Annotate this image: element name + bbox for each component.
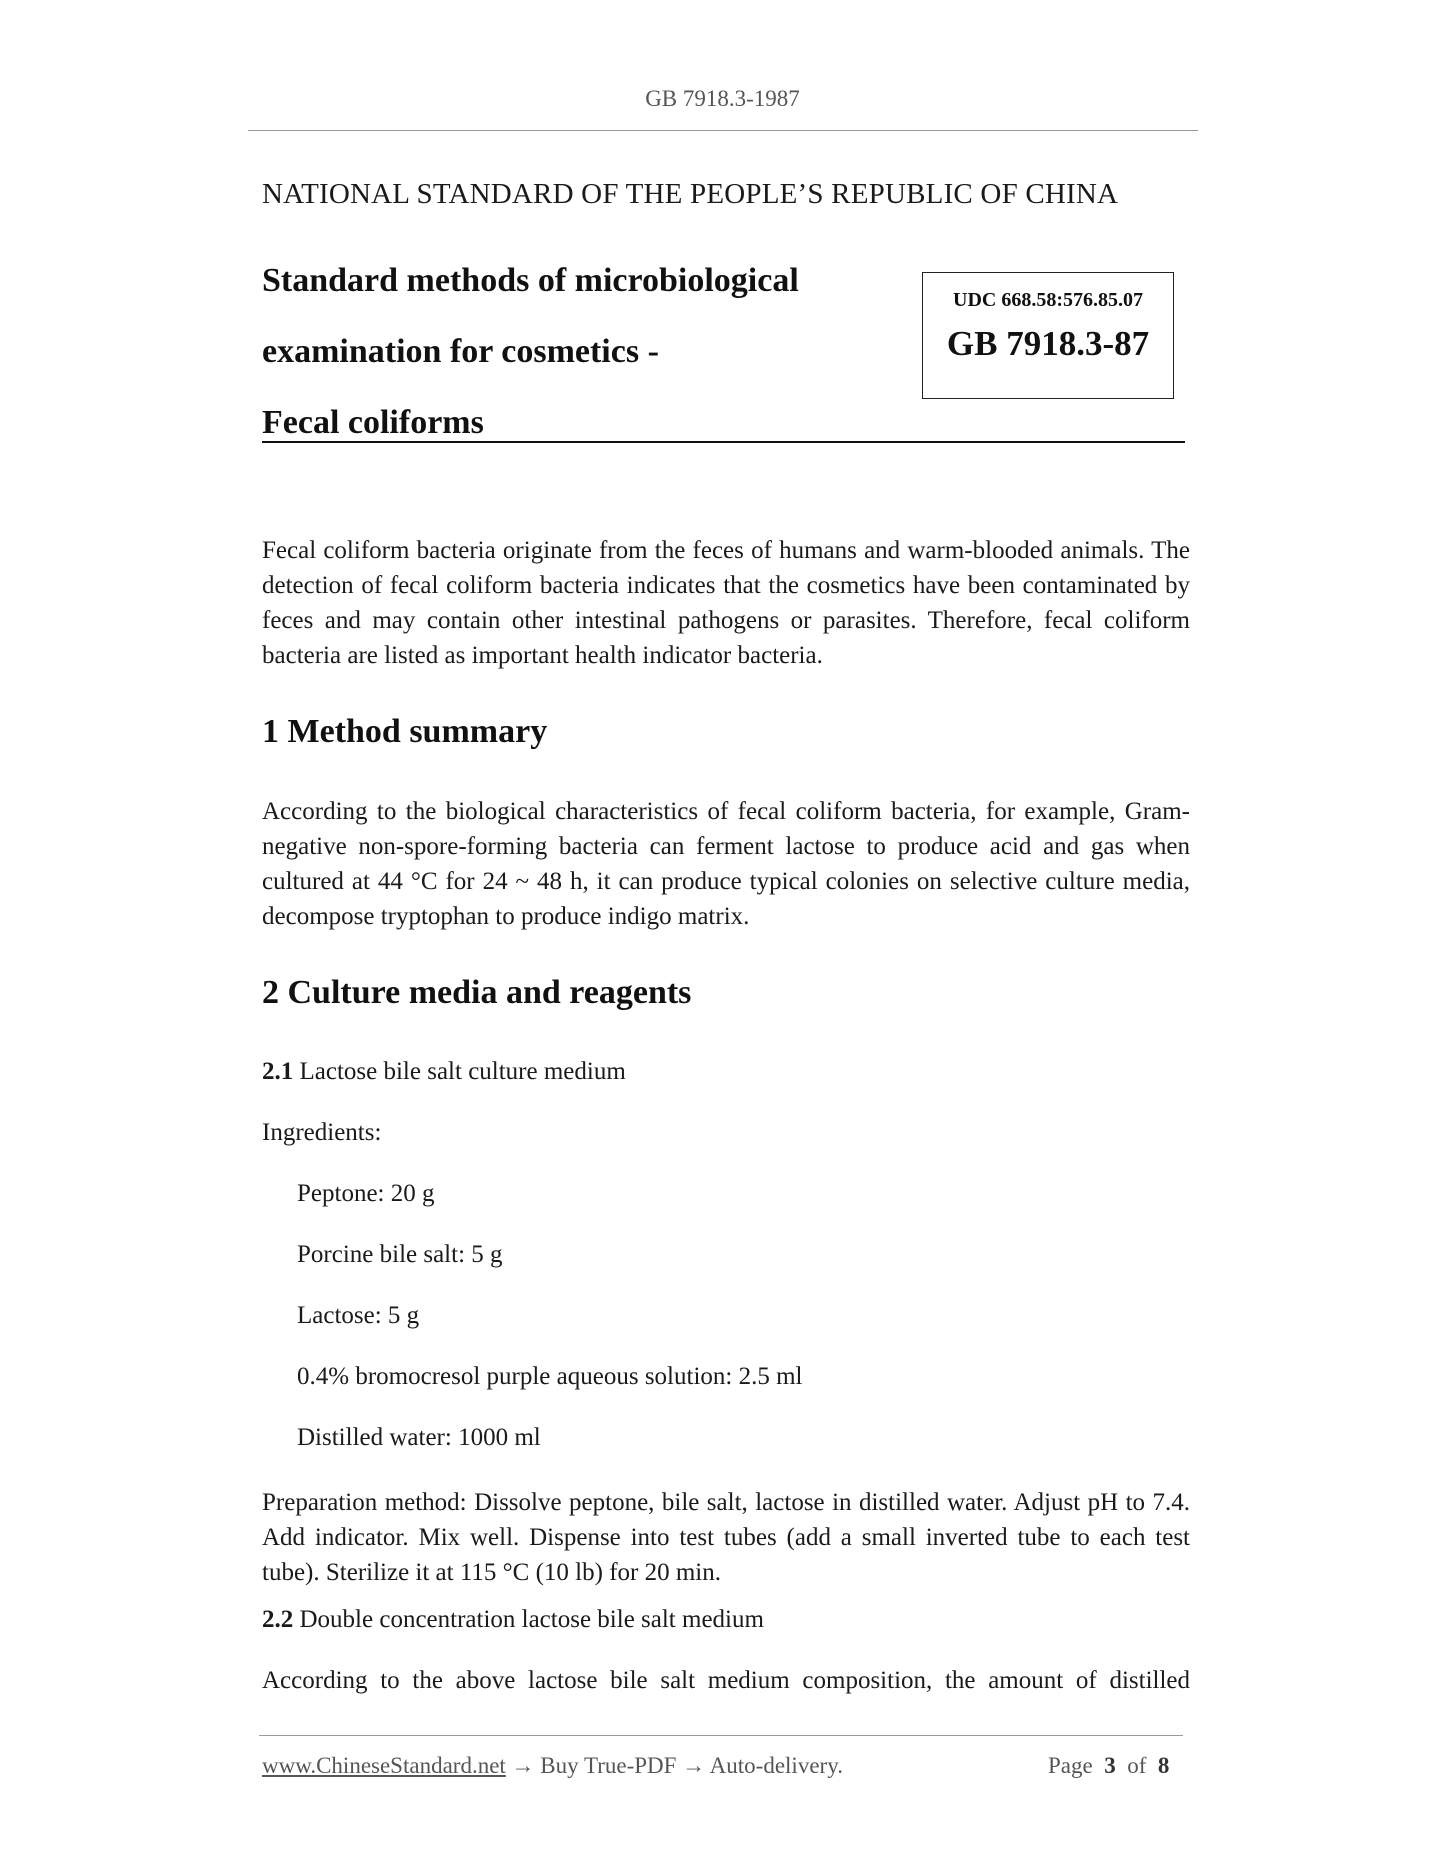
auto-delivery-text: Auto-delivery.: [709, 1753, 843, 1778]
buy-pdf-text: Buy True-PDF: [540, 1753, 677, 1778]
page-label: Page: [1048, 1753, 1093, 1778]
subsection-number: 2.1: [262, 1058, 294, 1085]
header-divider: [248, 130, 1198, 131]
section-2-2-paragraph: According to the above lactose bile salt medium composition, the amount of distilled: [262, 1667, 1190, 1694]
subsection-title: Double concentration lactose bile salt medium: [293, 1606, 764, 1633]
preparation-paragraph: Preparation method: Dissolve peptone, bile salt, lactose in distilled water. Adjust pH to 7.4. Add indicator. Mix well. Dispense into test tubes (add a small inverted tube to each test tube). Sterilize it at 115 °C (10 lb) for 20 min.: [262, 1489, 1190, 1586]
udc-code: UDC 668.58:576.85.07: [953, 289, 1143, 311]
footer-divider: [259, 1735, 1183, 1736]
intro-paragraph: Fecal coliform bacteria originate from the feces of humans and warm-blooded animals. The detection of fecal coliform bacteria indicates that the cosmetics have been contaminated by feces and may contain other intestinal pathogens or parasites. Therefore, fecal coliform bacteria are listed as important health indicator bacteria.: [262, 537, 1190, 669]
ingredients-label: Ingredients:: [262, 1119, 382, 1146]
section-1-heading: 1 Method summary: [262, 713, 548, 750]
ingredient-item: Lactose: 5 g: [297, 1302, 420, 1329]
website-link[interactable]: www.ChineseStandard.net: [262, 1753, 506, 1778]
section-2-heading: 2 Culture media and reagents: [262, 974, 692, 1011]
document-title-line-2: examination for cosmetics -: [262, 333, 659, 370]
ingredient-item: Distilled water: 1000 ml: [297, 1424, 541, 1451]
page-current: 3: [1104, 1753, 1116, 1778]
section-1-paragraph: According to the biological characteristics of fecal coliform bacteria, for example, Gram-negative non-spore-forming bacteria can ferment lactose to produce acid and gas when cultured at 44 °C for 24 ~ 48 h, it can produce typical colonies on selective culture media, decompose tryptophan to produce indigo matrix.: [262, 798, 1190, 930]
page-total: 8: [1157, 1753, 1170, 1778]
ingredient-item: Peptone: 20 g: [297, 1180, 435, 1207]
ingredient-item: Porcine bile salt: 5 g: [297, 1241, 503, 1268]
standard-id-box: [922, 272, 1174, 399]
arrow-icon: →: [676, 1753, 710, 1778]
ingredient-item: 0.4% bromocresol purple aqueous solution: 2.5 ml: [297, 1363, 803, 1390]
document-title-line-1: Standard methods of microbiological: [262, 262, 799, 299]
page-indicator: [1048, 1753, 1169, 1779]
subsection-2-2: [262, 1606, 764, 1634]
page-of: of: [1127, 1753, 1147, 1778]
arrow-icon: →: [505, 1753, 541, 1778]
subsection-title: Lactose bile salt culture medium: [293, 1058, 626, 1085]
subsection-number: 2.2: [262, 1606, 294, 1633]
standard-number: GB 7918.3-87: [946, 324, 1150, 363]
title-underline: [262, 441, 1185, 443]
footer-promo: [262, 1753, 843, 1779]
running-header: GB 7918.3-1987: [645, 86, 800, 111]
document-title-line-3: Fecal coliforms: [262, 404, 484, 441]
subsection-2-1: [262, 1058, 626, 1086]
national-standard-title: NATIONAL STANDARD OF THE PEOPLE’S REPUBLIC OF CHINA: [262, 178, 1119, 210]
